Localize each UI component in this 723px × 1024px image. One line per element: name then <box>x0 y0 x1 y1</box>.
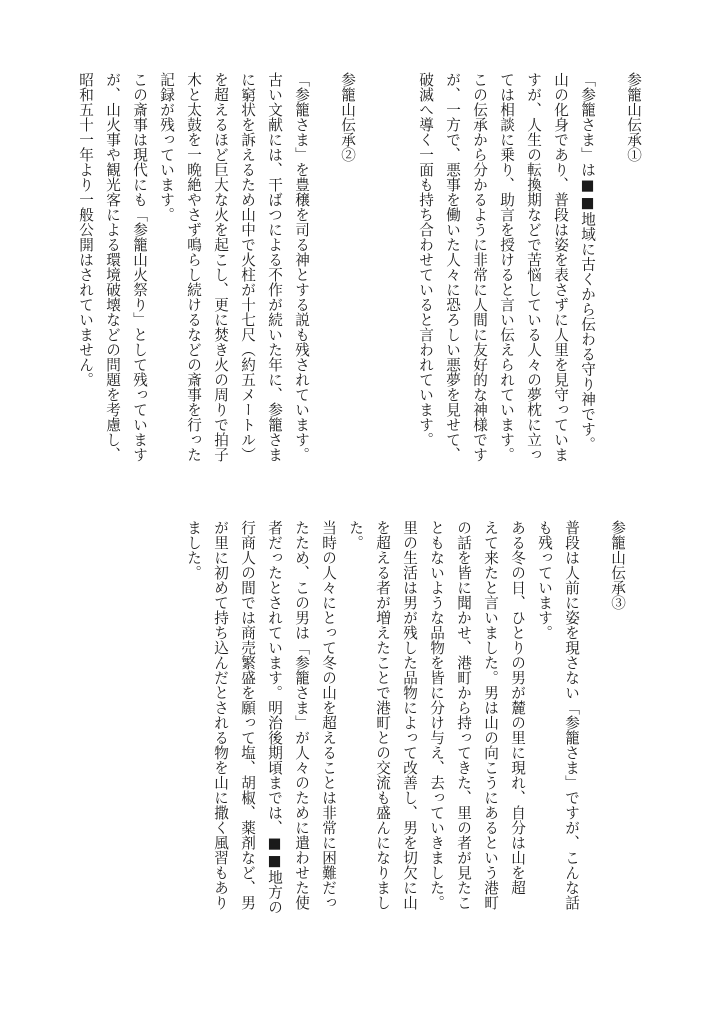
text-line: 昭和五十一年より一般公開はされていません。 <box>77 72 94 387</box>
text-line: 者だったとされています。明治後期頃までは、■■地方の <box>266 520 283 915</box>
text-line: も残っています。 <box>536 520 553 640</box>
text-line: た。 <box>347 520 364 550</box>
section-title: 参籠山伝承② <box>339 72 356 162</box>
text-line: えて来たと言いました。男は山の向こうにあるという港町 <box>482 520 499 910</box>
text-line: 行商人の間では商売繁盛を願って塩、胡椒、薬剤など、男 <box>239 520 256 910</box>
text-line: この斎事は現代にも「参籠山火祭り」として残っています <box>131 72 148 462</box>
text-line: たため、この男は「参籠さま」が人々のために遣わせた使 <box>293 520 310 910</box>
text-line: 破滅へ導く一面も持ち合わせていると言われています。 <box>417 72 434 447</box>
text-line: 山の化身であり、普段は姿を表さずに人里を見守っていま <box>552 72 569 462</box>
text-line: ては相談に乗り、助言を授けると言い伝えられています。 <box>498 72 515 462</box>
text-line: を超える者が増えたことで港町との交流も盛んになりまし <box>374 520 391 910</box>
text-line: 当時の人々にとって冬の山を超えることは非常に困難だっ <box>320 520 337 910</box>
text-line: 記録が残っています。 <box>158 72 175 222</box>
text-line: を超えるほど巨大な火を起こし、更に焚き火の周りで拍子 <box>212 72 229 462</box>
text-line: が、一方で、悪事を働いた人々に恐ろしい悪夢を見せて、 <box>444 72 461 462</box>
text-line: に窮状を訴えるため山中で火柱が十七尺（約五メートル） <box>239 72 256 462</box>
text-line: 古い文献には、干ばつによる不作が続いた年に、参籠さま <box>266 72 283 462</box>
text-line: 「参籠さま」は■■地域に古くから伝わる守り神です。 <box>579 72 596 452</box>
section-title: 参籠山伝承③ <box>609 520 626 610</box>
section-title: 参籠山伝承① <box>625 72 642 162</box>
text-line: 里の生活は男が残した品物によって改善し、男を切欠に山 <box>401 520 418 910</box>
legend-section-3 <box>180 520 631 960</box>
text-line: ともないような品物を皆に分け与え、去っていきました。 <box>428 520 445 910</box>
text-line: が、山火事や観光客による環境破壊などの問題を考慮し、 <box>104 72 121 462</box>
text-line: この伝承から分かるように非常に人間に友好的な神様です <box>471 72 488 462</box>
text-line: の話を皆に聞かせ、港町から持ってきた、里の者が見たこ <box>455 520 472 910</box>
text-line: 普段は人前に姿を現さない「参籠さま」ですが、こんな話 <box>563 520 580 910</box>
legend-section-2 <box>72 72 361 512</box>
text-line: すが、人生の転換期などで苦悩している人々の夢枕に立っ <box>525 72 542 462</box>
text-line: 「参籠さま」を豊穣を司る神とする説も残されています。 <box>293 72 310 462</box>
text-line: ました。 <box>185 520 202 580</box>
text-line: が里に初めて持ち込んだとされる物を山に撒く風習もあり <box>212 520 229 910</box>
text-line: ある冬の日、ひとりの男が麓の里に現れ、自分は山を超 <box>509 520 526 895</box>
text-line: 木と太鼓を一晩絶やさず鳴らし続けるなどの斎事を行った <box>185 72 202 462</box>
legend-section-1 <box>412 72 647 512</box>
